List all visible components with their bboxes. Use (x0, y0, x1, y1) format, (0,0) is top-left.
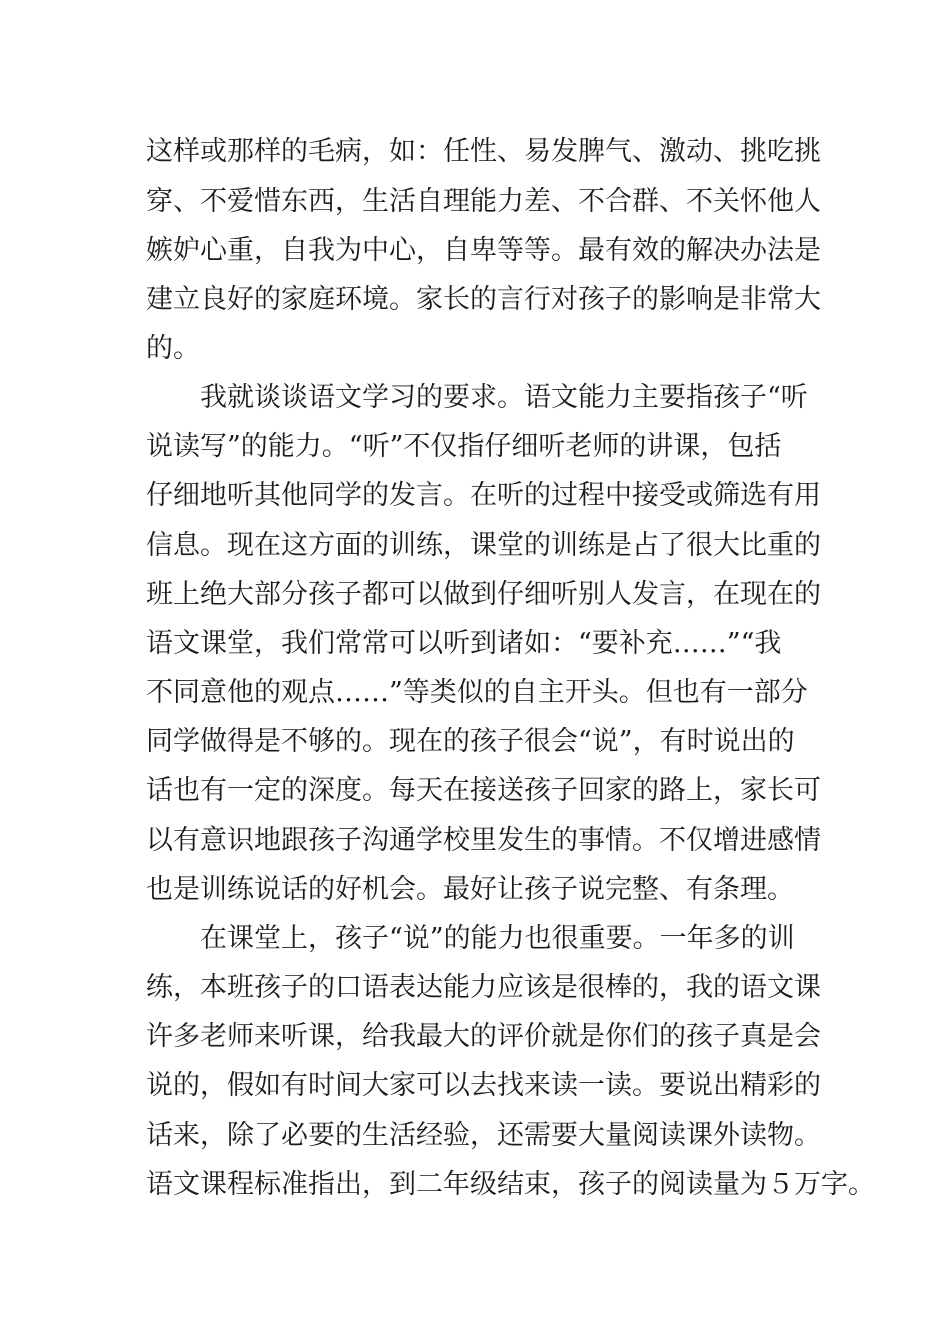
text-line: 这样或那样的毛病，如：任性、易发脾气、激动、挑吃挑 (146, 136, 821, 167)
text-line: 以有意识地跟孩子沟通学校里发生的事情。不仅增进感情 (146, 825, 821, 856)
text-line: 建立良好的家庭环境。家长的言行对孩子的影响是非常大 (146, 284, 821, 315)
text-line: 同学做得是不够的。现在的孩子很会“说”，有时说出的 (146, 726, 795, 757)
text-line: 信息。现在这方面的训练，课堂的训练是占了很大比重的 (146, 530, 821, 561)
text-line: 的。 (146, 333, 200, 364)
text-line: 说的，假如有时间大家可以去找来读一读。要说出精彩的 (146, 1070, 821, 1101)
text-line: 练，本班孩子的口语表达能力应该是很棒的，我的语文课 (146, 972, 821, 1003)
text-line: 说读写”的能力。“听”不仅指仔细听老师的讲课，包括 (146, 431, 782, 462)
text-line: 话来，除了必要的生活经验，还需要大量阅读课外读物。 (146, 1120, 821, 1151)
text-line: 不同意他的观点……”等类似的自主开头。但也有一部分 (146, 677, 808, 708)
paragraph-first-line: 在课堂上，孩子“说”的能力也很重要。一年多的训 (200, 923, 795, 954)
text-line: 班上绝大部分孩子都可以做到仔细听别人发言，在现在的 (146, 579, 821, 610)
text-line: 许多老师来听课，给我最大的评价就是你们的孩子真是会 (146, 1021, 821, 1052)
text-line: 语文课程标准指出，到二年级结束，孩子的阅读量为５万字。 (146, 1169, 875, 1200)
paragraph-first-line: 我就谈谈语文学习的要求。语文能力主要指孩子“听 (200, 382, 808, 413)
text-line: 穿、不爱惜东西，生活自理能力差、不合群、不关怀他人 (146, 186, 821, 217)
text-line: 话也有一定的深度。每天在接送孩子回家的路上，家长可 (146, 775, 821, 806)
text-line: 仔细地听其他同学的发言。在听的过程中接受或筛选有用 (146, 480, 821, 511)
text-line: 嫉妒心重，自我为中心，自卑等等。最有效的解决办法是 (146, 235, 821, 266)
text-line: 语文课堂，我们常常可以听到诸如：“要补充……”“我 (146, 628, 782, 659)
text-line: 也是训练说话的好机会。最好让孩子说完整、有条理。 (146, 874, 794, 905)
